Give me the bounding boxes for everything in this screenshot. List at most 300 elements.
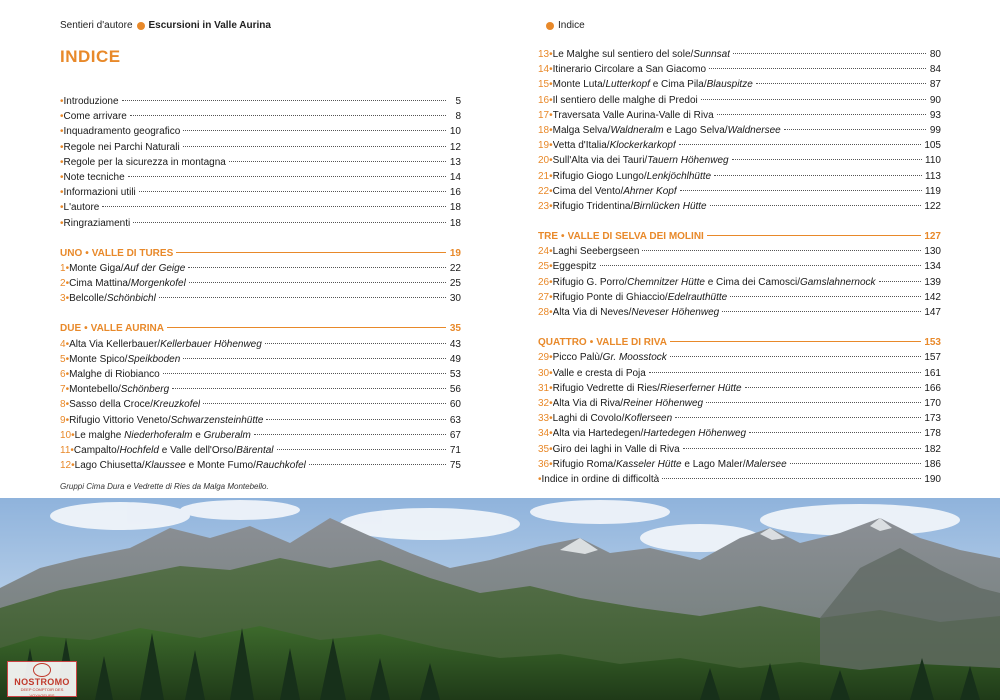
entry-title	[553, 350, 667, 365]
entry-number: 1	[60, 262, 66, 274]
spacer	[538, 320, 941, 335]
entry-number: •	[60, 96, 64, 107]
entry-page: 190	[924, 473, 941, 485]
entry-text: Come arrivare	[63, 111, 127, 123]
running-head-title: Indice	[558, 20, 585, 31]
entry-bullet: •	[71, 460, 75, 472]
entry-italic-name: Kreuzkofel	[153, 399, 201, 411]
toc-entry	[538, 381, 941, 396]
entry-italic-name: Klaussee	[144, 460, 186, 472]
entry-bullet: •	[65, 353, 70, 365]
entry-bullet: •	[549, 64, 553, 76]
entry-text: Malghe di Riobianco	[69, 369, 160, 380]
toc-entry	[60, 458, 461, 473]
toc-entry	[538, 77, 941, 92]
dot-leader	[706, 402, 921, 403]
toc-entry	[538, 305, 941, 320]
entry-bullet: •	[549, 458, 553, 470]
entry-text: Rifugio Roma/	[552, 458, 616, 470]
entry-page: 14	[449, 171, 461, 183]
entry-title	[553, 381, 742, 396]
entry-title	[69, 397, 200, 412]
entry-title	[553, 305, 720, 320]
entry-number: 18	[538, 124, 550, 136]
entry-text-2: e	[192, 429, 204, 441]
entry-page: 161	[924, 367, 941, 379]
entry-title	[553, 62, 706, 77]
entry-page: 134	[924, 261, 941, 273]
entry-title	[69, 352, 180, 367]
entry-title	[64, 200, 100, 215]
entry-bullet: •	[549, 367, 553, 379]
entry-title	[75, 458, 306, 473]
entry-bullet: •	[549, 413, 553, 425]
entry-bullet: •	[65, 399, 70, 411]
dot-leader	[679, 144, 922, 145]
dot-leader	[732, 159, 922, 160]
entry-text: Malga Selva/	[552, 124, 611, 136]
entry-number: •	[60, 141, 64, 153]
dot-leader	[133, 222, 446, 223]
entry-page: 60	[449, 399, 461, 411]
entry-bullet: •	[549, 291, 553, 303]
entry-bullet: •	[549, 261, 553, 273]
section-number: TRE	[538, 231, 558, 243]
entry-text: Monte Luta/	[552, 79, 606, 91]
dot-leader	[163, 373, 446, 374]
entry-text: Campalto/	[73, 444, 120, 456]
entry-italic-name: Koflerseen	[624, 413, 673, 425]
entry-title	[64, 155, 226, 170]
entry-bullet: •	[549, 382, 553, 394]
entry-text: L'autore	[63, 202, 100, 214]
entry-page: 18	[449, 202, 461, 214]
entry-page: 130	[924, 246, 941, 258]
entry-text: Eggespitz	[552, 261, 597, 273]
section-page: 127	[924, 231, 941, 243]
section-rule	[176, 252, 446, 253]
dot-leader	[722, 311, 921, 312]
section-due	[60, 321, 461, 473]
entry-number: 34	[538, 428, 550, 440]
entry-title	[69, 261, 185, 276]
intro-entries	[60, 94, 461, 231]
entry-text: Indice in ordine di difficoltà	[541, 473, 660, 485]
entry-number: 9	[60, 414, 66, 426]
entry-title	[64, 124, 181, 139]
dot-leader	[649, 372, 921, 373]
toc-entry	[538, 184, 941, 199]
entry-page: 84	[929, 64, 941, 76]
section-rule	[670, 341, 921, 342]
entry-number: •	[60, 171, 64, 183]
entry-page: 49	[449, 353, 461, 365]
entry-page: 90	[929, 94, 941, 106]
book-title-label: Escursioni in Valle Aurina	[148, 20, 271, 31]
toc-entry	[538, 457, 941, 472]
entry-title	[74, 443, 274, 458]
entry-text: Le malghe	[74, 429, 125, 441]
entry-text-2: e Valle dell'Orso/	[158, 444, 237, 456]
entry-italic-name-2: Malersee	[745, 458, 787, 470]
entry-bullet: •	[549, 79, 553, 91]
entry-bullet: •	[65, 369, 70, 380]
toc-list-left	[60, 94, 461, 473]
entry-text: Montebello/	[69, 384, 121, 396]
entry-title	[553, 47, 730, 62]
toc-entry	[60, 216, 461, 231]
entry-text: Le Malghe sul sentiero del sole/	[552, 49, 694, 60]
dot-leader	[229, 161, 446, 162]
dot-leader	[183, 146, 446, 147]
entry-page: 13	[449, 156, 461, 168]
entry-number: 28	[538, 307, 550, 318]
entry-number: 25	[538, 261, 550, 273]
globe-icon	[33, 663, 51, 677]
spacer	[60, 231, 461, 246]
entry-title	[64, 109, 127, 124]
section-name: VALLE DI RIVA	[596, 337, 667, 349]
dot-leader	[662, 478, 921, 479]
entry-text: Il sentiero delle malghe di Predoi	[552, 94, 698, 106]
dot-leader	[102, 206, 446, 207]
entry-text: Laghi Seebergseen	[552, 246, 640, 258]
entry-text: Informazioni utili	[63, 187, 136, 199]
entry-number: 13	[538, 49, 550, 60]
page-title: INDICE	[60, 47, 121, 66]
entry-page: 87	[929, 79, 941, 91]
entry-number: 35	[538, 443, 550, 455]
entry-page: 67	[449, 429, 461, 441]
entry-title	[553, 396, 703, 411]
entry-number: 33	[538, 413, 550, 425]
entry-title	[553, 366, 646, 381]
section-number: QUATTRO	[538, 337, 587, 349]
entry-text: Inquadramento geografico	[63, 126, 181, 138]
entry-title	[553, 77, 753, 92]
spacer	[538, 214, 941, 229]
entry-text: Traversata Valle Aurina-Valle di Riva	[552, 109, 714, 121]
entry-number: 36	[538, 458, 550, 470]
entry-italic-name: Kellerbauer Höhenweg	[160, 338, 262, 350]
toc-entry	[60, 140, 461, 155]
entry-text-2: e Monte Fumo/	[185, 460, 256, 472]
entry-page: 80	[929, 49, 941, 60]
dot-leader	[756, 83, 926, 84]
entry-number: •	[60, 217, 64, 229]
entry-bullet: •	[70, 444, 74, 456]
entry-bullet: •	[549, 94, 553, 106]
entry-bullet: •	[549, 185, 553, 197]
toc-entry	[60, 170, 461, 185]
entry-text: Cima del Vento/	[552, 185, 624, 197]
entry-bullet: •	[549, 307, 553, 318]
entry-number: 10	[60, 429, 72, 441]
entry-number: 8	[60, 399, 66, 411]
running-head-left	[60, 20, 271, 31]
entry-text: Giro dei laghi in Valle di Riva	[552, 443, 680, 455]
dot-leader	[749, 432, 921, 433]
dot-leader	[701, 99, 926, 100]
section-heading	[60, 246, 461, 261]
toc-entry	[538, 199, 941, 214]
entry-bullet: •	[549, 428, 553, 440]
entry-italic-name: Niederhoferalm	[124, 429, 193, 441]
entry-title	[553, 153, 729, 168]
entry-bullet: •	[65, 384, 70, 396]
dot-leader	[265, 343, 446, 344]
dot-leader	[680, 190, 922, 191]
dot-leader	[600, 265, 922, 266]
dot-leader	[717, 114, 926, 115]
toc-entry	[60, 443, 461, 458]
entry-text: Introduzione	[63, 96, 119, 107]
entry-italic-name: Morgenkofel	[130, 278, 186, 290]
entry-bullet: •	[549, 140, 553, 152]
entry-number: •	[538, 473, 542, 485]
entry-number: 16	[538, 94, 550, 106]
entry-bullet: •	[65, 262, 70, 274]
entry-text: Laghi di Covolo/	[552, 413, 625, 425]
entry-text: Regole per la sicurezza in montagna	[63, 156, 226, 168]
toc-entry	[538, 426, 941, 441]
entry-page: 166	[924, 382, 941, 394]
toc-entry	[60, 185, 461, 200]
toc-entry	[538, 169, 941, 184]
dot-leader	[675, 417, 921, 418]
entry-text-2: e Cima Pila/	[649, 79, 707, 91]
toc-entry	[60, 155, 461, 170]
dot-leader	[683, 448, 922, 449]
entry-number: 29	[538, 352, 550, 364]
section-due-continued	[538, 47, 941, 214]
entry-title	[69, 337, 262, 352]
entry-number: •	[60, 202, 64, 214]
entry-number: 21	[538, 170, 550, 182]
entry-text: Rifugio Vedrette di Ries/	[552, 382, 660, 394]
entry-text: Itinerario Circolare a San Giacomo	[552, 64, 707, 76]
entry-number: •	[60, 126, 64, 138]
entry-title	[69, 413, 263, 428]
entry-title	[553, 442, 680, 457]
entry-page: 18	[449, 217, 461, 229]
entry-text: Regole nei Parchi Naturali	[63, 141, 180, 153]
entry-title	[553, 244, 640, 259]
entry-title	[64, 216, 131, 231]
dot-leader	[642, 250, 921, 251]
section-name: VALLE AURINA	[90, 323, 164, 335]
toc-entry	[538, 290, 941, 305]
section-quattro	[538, 335, 941, 472]
entry-page: 182	[924, 443, 941, 455]
orange-dot-icon	[546, 22, 554, 30]
logo-subtitle: DEEP COMPTOIR DES VOYAGEURS	[20, 687, 64, 698]
entry-bullet: •	[549, 246, 553, 258]
entry-title	[553, 108, 714, 123]
entry-number: 14	[538, 64, 550, 76]
entry-number: 4	[60, 338, 66, 350]
series-label: Sentieri d'autore	[60, 20, 133, 31]
entry-number: 12	[60, 460, 72, 472]
entry-text: Rifugio Tridentina/	[552, 200, 634, 212]
dot-leader	[189, 282, 446, 283]
entry-title	[69, 382, 169, 397]
entry-title	[553, 275, 876, 290]
entry-title	[553, 290, 728, 305]
toc-entry	[538, 472, 941, 487]
toc-entry	[60, 94, 461, 109]
entry-text: Cima Mattina/	[69, 278, 131, 290]
entry-number: 15	[538, 79, 550, 91]
entry-number: 19	[538, 140, 550, 152]
entry-text: Valle e cresta di Poja	[552, 367, 646, 379]
entry-title	[69, 367, 160, 382]
entry-text: Lago Chiusetta/	[74, 460, 145, 472]
entry-italic-name: Schönberg	[120, 384, 170, 396]
entry-page: 105	[924, 140, 941, 152]
entry-bullet: •	[65, 338, 70, 350]
dot-leader	[188, 267, 446, 268]
entry-italic-name: Edelrauthütte	[667, 291, 728, 303]
toc-entry	[60, 276, 461, 291]
entry-number: 7	[60, 384, 66, 396]
entry-italic-name: Schönbichl	[106, 293, 156, 305]
entry-italic-name: Chemnitzer Hütte	[627, 276, 705, 288]
dot-leader	[183, 358, 446, 359]
entry-title	[553, 426, 746, 441]
section-name: VALLE DI TURES	[91, 247, 174, 259]
toc-entry	[60, 200, 461, 215]
entry-number: 3	[60, 293, 66, 305]
entry-italic-name: Tauern Höhenweg	[647, 155, 729, 167]
toc-entry	[60, 352, 461, 367]
toc-entry	[60, 413, 461, 428]
dot-leader	[159, 297, 446, 298]
dot-leader	[745, 387, 922, 388]
toc-entry	[60, 367, 461, 382]
entry-italic-name: Lutterkopf	[605, 79, 650, 91]
entry-page: 147	[924, 307, 941, 318]
toc-entry	[538, 259, 941, 274]
toc-entry	[60, 261, 461, 276]
entry-number: 6	[60, 369, 66, 380]
nostromo-logo	[7, 661, 77, 697]
dot-leader	[733, 53, 926, 54]
entry-italic-name: Ahrner Kopf	[623, 185, 677, 197]
entry-page: 5	[455, 96, 461, 107]
entry-text: Monte Spico/	[69, 353, 128, 365]
entry-number: 31	[538, 382, 550, 394]
section-heading	[538, 335, 941, 350]
dot-leader	[254, 434, 446, 435]
entry-title	[69, 291, 156, 306]
entry-title	[64, 140, 180, 155]
entry-page: 110	[925, 155, 941, 167]
entry-page: 157	[924, 352, 941, 364]
entry-number: •	[60, 156, 64, 168]
toc-entry	[538, 108, 941, 123]
entry-page: 63	[449, 414, 461, 426]
entry-page: 186	[924, 458, 941, 470]
entry-text: Sull'Alta via dei Tauri/	[552, 155, 648, 167]
entry-page: 93	[929, 109, 941, 121]
entry-number: 11	[60, 444, 71, 456]
entry-bullet: •	[549, 397, 553, 409]
toc-list-right	[538, 47, 941, 487]
entry-italic-name: Sunnsat	[693, 49, 730, 60]
entry-italic-name: Waldneralm	[610, 124, 664, 136]
entry-page: 139	[924, 276, 941, 288]
right-page	[500, 0, 1000, 498]
entry-text-2: e Lago Selva/	[663, 124, 728, 136]
entry-text: Rifugio Giogo Lungo/	[552, 170, 647, 182]
dot-leader	[784, 129, 926, 130]
toc-entry	[60, 291, 461, 306]
left-page	[0, 0, 500, 498]
entry-italic-name: Neveser Höhenweg	[631, 307, 720, 318]
entry-number: 20	[538, 155, 550, 167]
dot-leader	[266, 419, 446, 420]
entry-title	[553, 184, 677, 199]
entry-italic-name-2: Waldnersee	[727, 124, 781, 136]
mountain-panorama-photo	[0, 498, 1000, 700]
entry-number: •	[60, 187, 64, 199]
dot-leader	[183, 130, 446, 131]
entry-number: 27	[538, 291, 550, 303]
entry-title	[542, 472, 660, 487]
entry-bullet: •	[549, 200, 553, 212]
section-bullet: •	[85, 247, 89, 259]
entry-bullet: •	[65, 414, 70, 426]
entry-number: 17	[538, 109, 550, 121]
section-bullet: •	[84, 323, 88, 335]
toc-entry	[538, 366, 941, 381]
section-page: 35	[449, 323, 461, 335]
entry-title	[553, 93, 698, 108]
section-page: 19	[449, 247, 461, 259]
entry-text: Ringraziamenti	[63, 217, 131, 229]
entry-page: 12	[449, 141, 461, 153]
entry-italic-name-2: Rauchkofel	[255, 460, 306, 472]
entry-bullet: •	[549, 170, 553, 182]
entry-title	[553, 123, 781, 138]
section-uno	[60, 246, 461, 307]
entry-bullet: •	[549, 352, 553, 364]
entry-italic-name: Schwarzensteinhütte	[170, 414, 264, 426]
entry-title	[553, 138, 676, 153]
section-tre	[538, 229, 941, 320]
entry-bullet: •	[71, 429, 75, 441]
entry-page: 119	[925, 185, 941, 197]
dot-leader	[709, 68, 926, 69]
section-number: UNO	[60, 247, 83, 259]
running-head-right	[542, 20, 585, 31]
entry-text: Rifugio Vittorio Veneto/	[69, 414, 171, 426]
entry-number: 30	[538, 367, 550, 379]
toc-entry	[538, 123, 941, 138]
section-name: VALLE DI SELVA DEI MOLINI	[567, 231, 704, 243]
entry-page: 16	[449, 187, 461, 199]
entry-title	[64, 185, 136, 200]
section-bullet: •	[589, 337, 594, 349]
dot-leader	[172, 388, 446, 389]
entry-number: 5	[60, 353, 66, 365]
dot-leader	[710, 205, 922, 206]
toc-entry	[538, 275, 941, 290]
entry-bullet: •	[549, 155, 553, 167]
entry-text: Alta Via Kellerbauer/	[69, 338, 161, 350]
entry-bullet: •	[65, 278, 70, 290]
